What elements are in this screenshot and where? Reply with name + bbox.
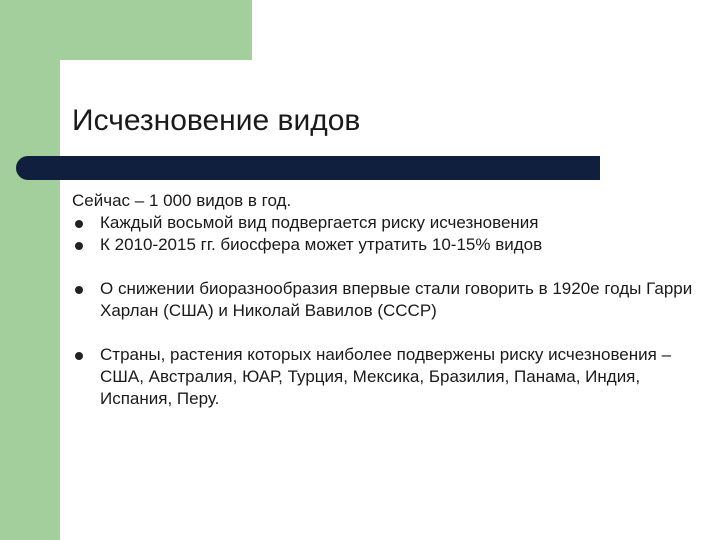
bullet-item — [72, 234, 712, 256]
intro-line: Сейчас – 1 000 видов в год. — [72, 191, 292, 210]
green-top-band — [0, 0, 252, 60]
green-side-band — [0, 0, 60, 540]
bullet-dot-icon — [75, 286, 83, 294]
spacer — [72, 322, 712, 344]
bullet-text: К 2010-2015 гг. биосфера может утратить 10-15% видов — [100, 235, 543, 254]
bullet-dot-icon — [75, 242, 83, 250]
bullet-dot-icon — [75, 220, 83, 228]
bullet-text: Страны, растения которых наиболее подвержены риску исчезновения – США, Австралия, ЮАР, Турция, Мексика, Бразилия, Панама, Индия, Испания, Перу. — [100, 345, 672, 408]
bullet-text: О снижении биоразнообразия впервые стали говорить в 1920е годы Гарри Харлан (США) и Николай Вавилов (СССР) — [100, 279, 693, 320]
slide-body — [72, 190, 712, 410]
spacer — [72, 256, 712, 278]
bullet-text: Каждый восьмой вид подвергается риску исчезновения — [100, 213, 539, 232]
bullet-item — [72, 344, 712, 410]
bullet-item — [72, 212, 712, 234]
bullet-dot-icon — [75, 352, 83, 360]
slide-title: Исчезновение видов — [72, 104, 361, 137]
title-underline-bar — [16, 156, 600, 180]
bullet-item — [72, 278, 712, 322]
